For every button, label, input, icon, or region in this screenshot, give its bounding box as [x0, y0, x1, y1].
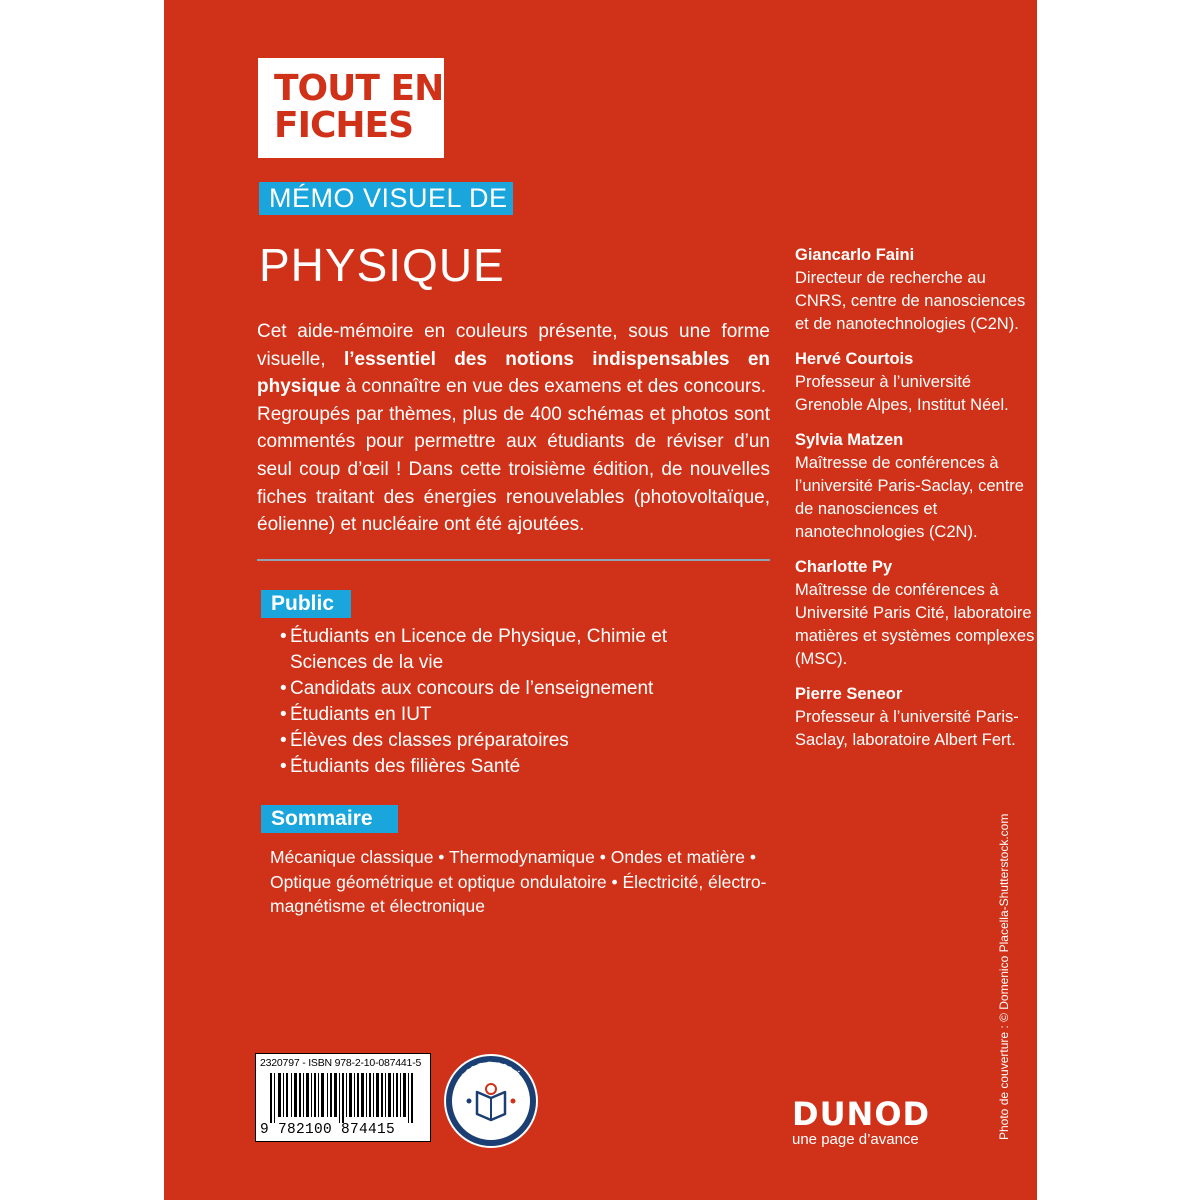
authors-column: [795, 244, 1035, 764]
photo-credit: Photo de couverture : © Domenico Placella-Shutterstock.com: [997, 813, 1011, 1140]
logo-line-1: TOUT EN: [274, 68, 444, 109]
author-entry: [795, 556, 1035, 671]
barcode-digits: 9 782100 874415: [260, 1122, 396, 1138]
svg-text:IMPRIMÉ: IMPRIMÉ: [460, 1060, 522, 1083]
author-role: Maîtresse de conférences à l’université Paris-Saclay, centre de nanosciences et nanotechnologies (C2N).: [795, 454, 1024, 541]
author-name: Charlotte Py: [795, 558, 893, 576]
book-title: PHYSIQUE: [259, 239, 505, 291]
description-paragraph-1: Cet aide-mémoire en couleurs présente, sous une forme visuelle, l’essentiel des notions indispensables en physique à connaître en vue des examens et des concours.: [257, 321, 770, 398]
description: [257, 318, 770, 539]
author-entry: [795, 429, 1035, 544]
author-name: Giancarlo Faini: [795, 246, 915, 264]
isbn-code-line: 2320797 - ISBN 978-2-10-087441-5: [260, 1057, 422, 1069]
sommaire-text: Mécanique classique • Thermodynamique • Ondes et matière • Optique géométrique et optique ondulatoire • Électricité, électro-magnétisme et électronique: [270, 847, 767, 916]
back-cover: [164, 0, 1037, 1200]
sommaire-heading: Sommaire: [261, 805, 398, 833]
list-item: • Étudiants en IUT: [280, 704, 432, 725]
svg-text:EN FRANCE: EN FRANCE: [458, 1115, 524, 1142]
series-label: MÉMO VISUEL DE: [259, 182, 513, 215]
author-role: Professeur à l’université Paris-Saclay, laboratoire Albert Fert.: [795, 708, 1019, 749]
author-entry: [795, 348, 1035, 417]
tout-en-fiches-logo: [258, 58, 444, 158]
public-list: [262, 624, 682, 780]
author-role: Maîtresse de conférences à Université Paris Cité, laboratoire matières et systèmes complexes (MSC).: [795, 581, 1035, 668]
author-entry: [795, 683, 1035, 752]
publisher-name: DUNOD: [792, 1095, 931, 1133]
publisher-tagline: une page d’avance: [792, 1131, 919, 1148]
author-name: Sylvia Matzen: [795, 431, 904, 449]
public-heading: Public: [261, 590, 351, 618]
publisher-logo: [792, 1095, 931, 1148]
list-item: • Candidats aux concours de l’enseignement: [280, 678, 654, 699]
author-role: Professeur à l’université Grenoble Alpes, Institut Néel.: [795, 373, 1009, 414]
author-entry: [795, 244, 1035, 336]
imprime-en-france-seal-icon: [442, 1052, 540, 1150]
author-name: Hervé Courtois: [795, 350, 914, 368]
list-item: • Élèves des classes préparatoires: [280, 730, 569, 751]
list-item: • Étudiants en Licence de Physique, Chimie et Sciences de la vie: [280, 626, 668, 673]
description-paragraph-2: Regroupés par thèmes, plus de 400 schémas et photos sont commentés pour permettre aux étudiants de réviser d’un seul coup d’œil ! Dans cette troisième édition, de nouvelles fiches traitant des énergies renouvelables (photovoltaïque, éolienne) et nucléaire ont été ajoutées.: [257, 403, 770, 536]
imprime-en-france-stamp: [442, 1052, 540, 1150]
divider: [257, 559, 770, 561]
author-role: Directeur de recherche au CNRS, centre de nanosciences et de nanotechnologies (C2N).: [795, 269, 1026, 333]
logo-line-2: FICHES: [274, 105, 414, 146]
barcode-bars-icon: [270, 1073, 420, 1123]
author-name: Pierre Seneor: [795, 685, 903, 703]
list-item: • Étudiants des filières Santé: [280, 756, 521, 777]
barcode: [255, 1053, 431, 1142]
